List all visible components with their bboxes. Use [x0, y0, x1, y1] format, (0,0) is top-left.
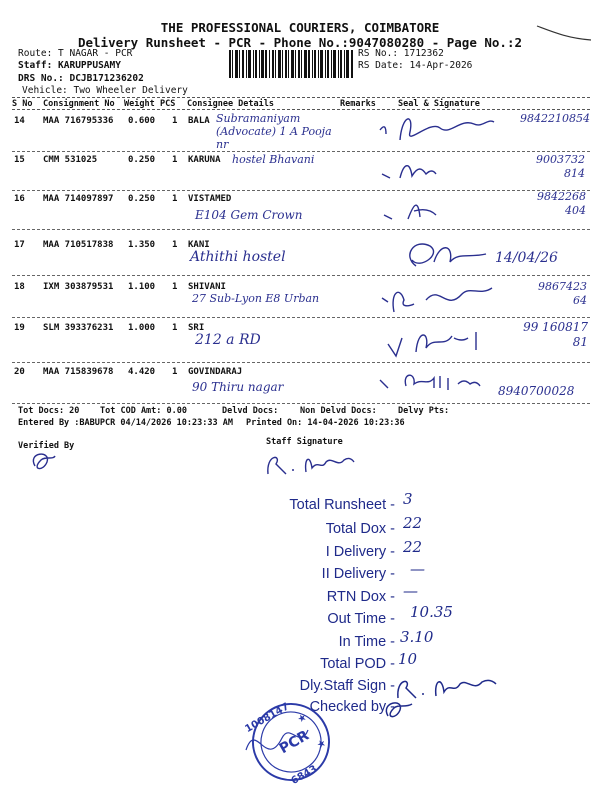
summary-second-delivery-label: II Delivery -: [321, 566, 395, 582]
row-sno: 14: [14, 116, 25, 126]
summary-in-time-value: 3.10: [400, 628, 434, 646]
stamp-code: 6843: [289, 763, 320, 788]
row-pcs: 1: [172, 240, 178, 250]
summary-total-dox-value: 22: [403, 514, 423, 532]
row-handwritten-address: Athithi hostel: [190, 249, 286, 265]
row-handwritten-phone: 9867423 64: [538, 280, 587, 307]
staff-signature-label: Staff Signature: [266, 437, 343, 447]
row-consignee-name: GOVINDARAJ: [188, 367, 243, 377]
pen-stroke-mark: [535, 22, 595, 44]
col-consignee: Consignee Details: [187, 99, 274, 109]
vehicle-label: Vehicle: Two Wheeler Delivery: [22, 85, 188, 96]
entered-by: Entered By :BABUPCR 04/14/2026 10:23:33 AM: [18, 418, 233, 428]
row-divider: [12, 275, 590, 276]
row-consignment: MAA 714097897: [43, 194, 114, 204]
drs-label: DRS No.: DCJB171236202: [18, 73, 144, 84]
row-weight: 1.350: [128, 240, 156, 250]
row-divider: [12, 190, 590, 191]
signature: [370, 110, 500, 150]
row-consignee-name: KANI: [188, 240, 210, 250]
row-weight: 0.250: [128, 194, 156, 204]
row-sno: 16: [14, 194, 25, 204]
row-consignment: IXM 303879531: [43, 282, 114, 292]
signature: [400, 232, 495, 278]
row-handwritten-address: 27 Sub-Lyon E8 Urban: [192, 292, 320, 305]
row-divider: [12, 229, 590, 230]
col-seal-signature: Seal & Signature: [398, 99, 480, 109]
row-handwritten-phone: 9003732 814: [536, 153, 585, 180]
col-consignment: Consignment No: [43, 99, 115, 109]
row-sno: 20: [14, 367, 25, 377]
summary-second-delivery-value: —: [410, 560, 425, 578]
signature: [380, 318, 500, 364]
row-handwritten-address: 212 a RD: [195, 332, 261, 348]
summary-total-pod-label: Total POD -: [320, 656, 395, 672]
summary-rtn-dox-value: —: [403, 582, 418, 600]
row-weight: 1.000: [128, 323, 156, 333]
row-consignment: SLM 393376231: [43, 323, 114, 333]
summary-checked-by-label: Checked by -: [309, 699, 395, 715]
row-consignee-name: SHIVANI: [188, 282, 226, 292]
col-sno: S No: [12, 99, 33, 109]
staff-label: Staff: KARUPPUSAMY: [18, 60, 121, 71]
runsheet-subtitle: Delivery Runsheet - PCR - Phone No.:9047080280 - Page No.:2: [77, 35, 522, 50]
summary-rtn-dox-label: RTN Dox -: [326, 589, 395, 605]
signature: [370, 191, 480, 229]
row-consignee-name: VISTAMED: [188, 194, 232, 204]
row-sno: 19: [14, 323, 25, 333]
verified-by-signature: [25, 446, 65, 474]
row-divider: [12, 403, 590, 404]
row-pcs: 1: [172, 116, 178, 126]
row-consignee-name: KARUNA: [188, 155, 221, 165]
printed-on: Printed On: 14-04-2026 10:23:36: [246, 418, 405, 428]
delivery-points: Delvy Pts:: [398, 406, 450, 416]
staff-signature: [262, 448, 362, 478]
summary-staff-sign-label: Dly.Staff Sign -: [299, 678, 395, 694]
row-handwritten-phone: 9842210854: [520, 112, 590, 125]
svg-text:★: ★: [295, 711, 309, 726]
col-weight: Weight: [124, 99, 155, 109]
col-remarks: Remarks: [340, 99, 376, 109]
row-divider: [12, 362, 590, 363]
summary-in-time-label: In Time -: [338, 634, 395, 650]
summary-total-dox-label: Total Dox -: [325, 521, 395, 537]
row-consignment: MAA 715839678: [43, 367, 114, 377]
row-handwritten-phone: 99 160817 81: [523, 320, 588, 349]
table-top-rule: [12, 97, 590, 98]
signature: [370, 152, 500, 190]
row-sno: 15: [14, 155, 25, 165]
row-weight: 0.250: [128, 155, 156, 165]
stamp-number: 1008147: [243, 701, 292, 736]
row-sno: 18: [14, 282, 25, 292]
row-pcs: 1: [172, 155, 178, 165]
row-pcs: 1: [172, 194, 178, 204]
col-pcs: PCS: [160, 99, 176, 109]
row-handwritten-address: hostel Bhavani: [232, 153, 315, 166]
total-cod-amount: Tot COD Amt: 0.00: [100, 406, 187, 416]
summary-total-runsheet-value: 3: [403, 490, 413, 508]
row-consignment: CMM 531025: [43, 155, 98, 165]
summary-out-time-value: 10.35: [410, 603, 453, 621]
row-weight: 0.600: [128, 116, 156, 126]
delivered-docs: Delvd Docs:: [222, 406, 279, 416]
svg-text:★: ★: [315, 737, 329, 752]
row-handwritten-address: Subramaniyam (Advocate) 1 A Pooja nr: [216, 112, 332, 151]
summary-first-delivery-label: I Delivery -: [325, 544, 395, 560]
row-consignee-name: BALA: [188, 116, 210, 126]
row-divider: [12, 151, 590, 152]
table-header-rule: [12, 109, 590, 110]
stamp-label: PCR: [276, 727, 312, 758]
row-sno: 17: [14, 240, 25, 250]
row-weight: 4.420: [128, 367, 156, 377]
summary-total-pod-value: 10: [398, 650, 418, 668]
verified-by-label: Verified By: [18, 441, 75, 451]
summary-out-time-label: Out Time -: [327, 611, 395, 627]
row-handwritten-phone: 9842268 404: [537, 190, 586, 217]
summary-checked-by-sign: [378, 694, 418, 724]
row-consignee-name: SRI: [188, 323, 205, 333]
row-divider: [12, 317, 590, 318]
route-label: Route: T NAGAR - PCR: [18, 48, 133, 59]
row-handwritten-date: 14/04/26: [495, 250, 558, 266]
summary-total-runsheet-label: Total Runsheet -: [289, 497, 395, 513]
company-title: THE PROFESSIONAL COURIERS, COIMBATORE: [160, 20, 440, 35]
barcode: [229, 50, 354, 78]
non-delivered-docs: Non Delvd Docs:: [300, 406, 377, 416]
row-consignment: MAA 710517838: [43, 240, 114, 250]
pcr-stamp: [236, 690, 346, 790]
signature: [370, 278, 500, 320]
row-pcs: 1: [172, 282, 178, 292]
rs-date: RS Date: 14-Apr-2026: [358, 60, 473, 71]
row-handwritten-address: 90 Thiru nagar: [192, 380, 284, 394]
row-weight: 1.100: [128, 282, 156, 292]
summary-first-delivery-value: 22: [403, 538, 423, 556]
row-pcs: 1: [172, 367, 178, 377]
row-handwritten-address: E104 Gem Crown: [195, 208, 303, 222]
row-pcs: 1: [172, 323, 178, 333]
row-handwritten-phone: 8940700028: [498, 384, 575, 398]
row-consignment: MAA 716795336: [43, 116, 114, 126]
total-docs: Tot Docs: 20: [18, 406, 80, 416]
rs-number: RS No.: 1712362: [358, 48, 444, 59]
signature: [370, 364, 498, 400]
